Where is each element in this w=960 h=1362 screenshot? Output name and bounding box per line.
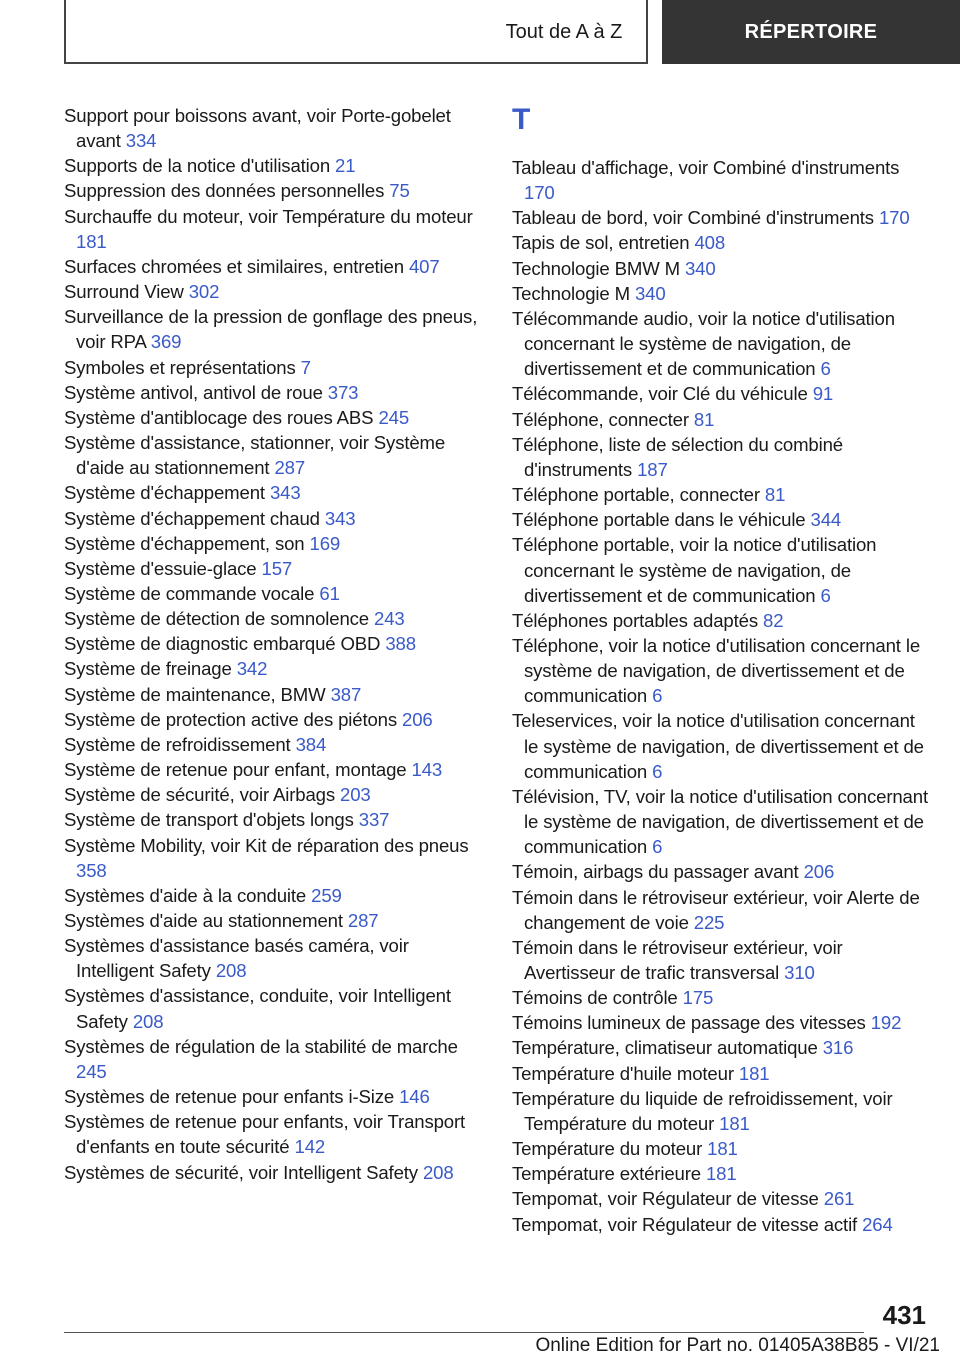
index-entry-text: Téléphone portable, connecter (512, 484, 760, 506)
index-page-link[interactable]: 208 (422, 1161, 454, 1183)
index-page-link[interactable]: 7 (300, 356, 311, 378)
index-entry (64, 380, 482, 405)
index-entry-text: Système d'échappement, son (64, 532, 305, 554)
index-entry-text: Technologie M (512, 282, 630, 304)
index-entry-text: Température du moteur (512, 1138, 703, 1160)
page-number: 431 (882, 1300, 926, 1330)
index-entry-text: Témoin dans le rétroviseur extérieur, voir Alerte de changement de voie (512, 886, 920, 933)
index-entry (64, 304, 482, 354)
index-entry (512, 1010, 932, 1035)
index-page-link[interactable]: 245 (378, 406, 410, 428)
index-entry (64, 1109, 482, 1159)
index-page-link[interactable]: 243 (374, 608, 405, 630)
index-letter-heading: T (512, 103, 531, 136)
index-page-link[interactable]: 206 (803, 861, 835, 883)
index-entry (64, 682, 482, 707)
index-entry (64, 405, 482, 430)
index-entry (64, 732, 482, 757)
index-entry (64, 757, 482, 782)
index-entry (64, 833, 482, 883)
index-entry (64, 807, 482, 832)
index-entry (512, 985, 932, 1010)
index-entry-text: Système de freinage (64, 658, 232, 680)
index-entry (64, 531, 482, 556)
index-entry-text: Téléphone portable, voir la notice d'utilisation concernant le système de navigation, de divertissement et de communication (512, 534, 877, 606)
index-entry (64, 581, 482, 606)
index-entry-text: Tableau d'affichage, voir Combiné d'instruments (512, 157, 900, 178)
index-entry-text: Surround View (64, 281, 184, 303)
index-entry-text: Téléphone, liste de sélection du combiné d'instruments (512, 433, 843, 480)
index-entry-text: Système d'essuie-glace (64, 557, 257, 579)
index-entry-text: Systèmes de retenue pour enfants i-Size (64, 1086, 395, 1108)
index-entry-text: Systèmes d'aide à la conduite (64, 884, 307, 906)
index-entry (512, 482, 932, 507)
index-entry (512, 784, 932, 859)
index-page-link[interactable]: 261 (823, 1188, 855, 1210)
index-entry (64, 1160, 482, 1185)
index-entry-text: Système de refroidissement (64, 733, 291, 755)
index-page-link[interactable]: 373 (327, 381, 359, 403)
index-page-link[interactable]: 287 (274, 457, 306, 479)
index-entry (64, 153, 482, 178)
index-entry-text: Témoins lumineux de passage des vitesses (512, 1012, 866, 1034)
index-page-link[interactable]: 6 (820, 584, 831, 606)
index-entry-text: Système de transport d'objets longs (64, 809, 354, 831)
index-entry-text: Téléphone, connecter (512, 408, 689, 430)
index-entry (512, 432, 932, 482)
index-page-link[interactable]: 6 (652, 685, 663, 707)
index-entry (512, 935, 932, 985)
index-entry-text: Surveillance de la pression de gonflage des pneus, voir RPA (64, 306, 478, 353)
index-page-link[interactable]: 344 (810, 509, 842, 531)
index-entry (512, 205, 932, 230)
index-page-link[interactable]: 170 (878, 207, 910, 229)
index-entry-text: Témoin dans le rétroviseur extérieur, voir Avertisseur de trafic transversal (512, 936, 843, 983)
index-page-link[interactable]: 192 (870, 1012, 902, 1034)
index-entry-text: Systèmes d'assistance, conduite, voir Intelligent Safety (64, 985, 451, 1032)
index-page-link[interactable]: 387 (330, 683, 362, 705)
index-entry-text: Système de diagnostic embarqué OBD (64, 633, 381, 655)
index-page-link[interactable]: 142 (294, 1136, 326, 1158)
index-entry-text: Systèmes d'assistance basés caméra, voir Intelligent Safety (64, 935, 409, 982)
index-entry (512, 708, 932, 783)
index-page-link[interactable]: 287 (347, 910, 379, 931)
index-entry-text: Système antivol, antivol de roue (64, 381, 323, 403)
index-page-link[interactable]: 157 (261, 557, 293, 579)
index-entry (64, 1084, 482, 1109)
index-entry (512, 608, 932, 633)
index-page-link[interactable]: 181 (719, 1112, 750, 1134)
index-entry-text: Systèmes de sécurité, voir Intelligent Safety (64, 1161, 418, 1183)
index-entry (512, 306, 932, 381)
chapter-title: RÉPERTOIRE (662, 0, 960, 64)
index-entry-text: Température, climatiseur automatique (512, 1037, 818, 1059)
index-page-link[interactable]: 340 (684, 257, 716, 279)
index-entry (512, 155, 932, 205)
index-entry (512, 256, 932, 281)
index-entry-text: Teleservices, voir la notice d'utilisation concernant le système de navigation, de divertissement et de communication (512, 710, 924, 782)
index-page-link[interactable]: 61 (319, 582, 340, 604)
index-entry-text: Système de retenue pour enfant, montage (64, 759, 407, 781)
index-page-link[interactable]: 245 (76, 1060, 107, 1082)
index-column-right (512, 103, 932, 1237)
index-entry-text: Systèmes de régulation de la stabilité de marche (64, 1035, 458, 1057)
index-page-link[interactable]: 343 (269, 482, 301, 504)
index-page-link[interactable]: 384 (295, 733, 327, 755)
index-page-link[interactable]: 369 (150, 331, 182, 353)
index-entry-text: Télécommande, voir Clé du véhicule (512, 383, 808, 405)
index-entry-text: Système de maintenance, BMW (64, 683, 326, 705)
index-page-link[interactable]: 6 (652, 836, 663, 858)
index-page-link[interactable]: 146 (399, 1086, 430, 1108)
index-entry-text: Système de protection active des piétons (64, 708, 398, 730)
index-page-link[interactable]: 208 (132, 1010, 164, 1032)
index-entry-text: Supports de la notice d'utilisation (64, 155, 331, 177)
index-entry-text: Surfaces chromées et similaires, entretien (64, 255, 404, 277)
index-page-link[interactable]: 316 (822, 1037, 854, 1059)
index-entry-text: Température d'huile moteur (512, 1062, 734, 1084)
index-page-link[interactable]: 181 (707, 1138, 738, 1160)
index-page-link[interactable]: 175 (682, 987, 714, 1009)
footer-edition: Online Edition for Part no. 01405A38B85 - VI/21 (535, 1335, 940, 1356)
index-page-link[interactable]: 225 (693, 911, 725, 933)
index-entry (64, 279, 482, 304)
index-entry (512, 633, 932, 708)
index-page-link[interactable]: 208 (215, 960, 247, 982)
index-entry-text: Tableau de bord, voir Combiné d'instruments (512, 207, 874, 229)
index-page-link[interactable]: 337 (358, 809, 390, 831)
index-column-left (64, 103, 482, 1185)
index-entry-text: Support pour boissons avant, voir Porte-gobelet avant (64, 105, 451, 152)
index-entry-text: Système d'échappement chaud (64, 507, 320, 529)
index-entry-text: Systèmes de retenue pour enfants, voir Transport d'enfants en toute sécurité (64, 1111, 466, 1158)
index-entry (512, 859, 932, 884)
index-entry (64, 506, 482, 531)
index-entry-text: Système d'assistance, stationner, voir Système d'aide au stationnement (64, 432, 446, 479)
index-entry (512, 1035, 932, 1060)
index-page-link[interactable]: 388 (385, 633, 416, 655)
index-entry-text: Symboles et représentations (64, 356, 296, 378)
index-entry (64, 355, 482, 380)
index-entry (64, 430, 482, 480)
index-entry (512, 281, 932, 306)
index-page-link[interactable]: 81 (693, 408, 715, 430)
index-page-link[interactable]: 342 (236, 658, 268, 680)
index-page-link[interactable]: 170 (524, 182, 555, 204)
index-entry-text: Système Mobility, voir Kit de réparation des pneus (64, 834, 469, 856)
section-title: Tout de A à Z (505, 20, 623, 43)
index-page-link[interactable]: 181 (705, 1163, 737, 1185)
index-entry-text: Système d'antiblocage des roues ABS (64, 406, 374, 428)
index-entry (512, 885, 932, 935)
index-entry-text: Système de sécurité, voir Airbags (64, 784, 335, 806)
index-entry (512, 532, 932, 607)
index-entry (64, 606, 482, 631)
index-entry (64, 480, 482, 505)
index-entry-text: Système de commande vocale (64, 582, 315, 604)
index-entry (64, 254, 482, 279)
index-entry (512, 1161, 932, 1186)
footer-divider (64, 1332, 864, 1333)
index-entry (512, 1061, 932, 1086)
index-entry-text: Technologie BMW M (512, 257, 680, 279)
index-page-link[interactable]: 75 (389, 180, 410, 202)
index-entry (64, 883, 482, 908)
index-page-link[interactable]: 334 (125, 130, 157, 152)
index-entry (64, 103, 482, 153)
index-page-link[interactable]: 91 (812, 383, 834, 405)
index-entry (64, 178, 482, 203)
index-page-link[interactable]: 169 (309, 532, 341, 554)
index-entry (512, 507, 932, 532)
index-entry (64, 204, 482, 254)
index-entry-text: Systèmes d'aide au stationnement (64, 910, 343, 931)
index-entry-text: Température du liquide de refroidissement, voir Température du moteur (512, 1087, 893, 1134)
index-page-link[interactable]: 259 (311, 884, 342, 906)
index-page-link[interactable]: 21 (335, 155, 356, 177)
index-entry-text: Téléphones portables adaptés (512, 609, 758, 631)
index-entry (64, 556, 482, 581)
index-entry-text: Tempomat, voir Régulateur de vitesse (512, 1188, 819, 1210)
index-page-link[interactable]: 181 (76, 230, 107, 252)
index-page-link[interactable]: 302 (188, 281, 220, 303)
index-page-link[interactable]: 6 (820, 358, 831, 380)
index-page-link[interactable]: 143 (411, 759, 443, 781)
index-entry-text: Téléphone, voir la notice d'utilisation concernant le système de navigation, de divertissement et de communication (512, 634, 921, 707)
index-page-link[interactable]: 340 (634, 282, 666, 304)
index-entry (512, 1186, 932, 1211)
index-entry-text: Télévision, TV, voir la notice d'utilisation concernant le système de navigation, de divertissement et de communication (512, 785, 928, 858)
index-page-link[interactable]: 82 (763, 609, 784, 631)
index-page-link[interactable]: 203 (340, 784, 371, 806)
index-page-link[interactable]: 408 (694, 232, 726, 254)
index-entry-text: Tempomat, voir Régulateur de vitesse actif (512, 1213, 858, 1235)
index-page-link[interactable]: 358 (76, 859, 107, 881)
index-entry-text: Surchauffe du moteur, voir Température du moteur (64, 205, 473, 227)
index-page-link[interactable]: 343 (324, 507, 356, 529)
index-entry-text: Système d'échappement (64, 482, 265, 504)
index-entry-text: Système de détection de somnolence (64, 608, 369, 630)
index-page-link[interactable]: 181 (738, 1062, 770, 1084)
index-page-link[interactable]: 6 (652, 760, 663, 782)
index-entry-text: Téléphone portable dans le véhicule (512, 509, 806, 531)
index-entry (512, 1212, 932, 1237)
index-page-link[interactable]: 81 (764, 484, 786, 506)
index-entry-text: Suppression des données personnelles (64, 180, 385, 202)
index-page-link[interactable]: 187 (637, 458, 668, 480)
index-entry (64, 707, 482, 732)
index-entry (64, 656, 482, 681)
index-entry (512, 230, 932, 255)
index-entry (64, 782, 482, 807)
index-page-link[interactable]: 264 (862, 1213, 893, 1235)
index-entry (512, 1136, 932, 1161)
index-entry-text: Témoins de contrôle (512, 987, 678, 1009)
index-entry (512, 1086, 932, 1136)
index-entry-text: Température extérieure (512, 1163, 701, 1185)
index-entry (64, 933, 482, 983)
index-entry (64, 983, 482, 1033)
index-entry-text: Tapis de sol, entretien (512, 232, 690, 254)
index-entry (64, 1034, 482, 1084)
index-entry-text: Témoin, airbags du passager avant (512, 861, 799, 883)
index-entry-text: Télécommande audio, voir la notice d'utilisation concernant le système de navigation, de divertissement et de communication (512, 307, 895, 380)
index-entry (64, 908, 482, 933)
index-page-link[interactable]: 407 (408, 255, 440, 277)
index-entry (512, 381, 932, 406)
index-entry (512, 407, 932, 432)
index-page-link[interactable]: 310 (784, 962, 815, 983)
index-entry (64, 631, 482, 656)
index-page-link[interactable]: 206 (402, 708, 433, 730)
